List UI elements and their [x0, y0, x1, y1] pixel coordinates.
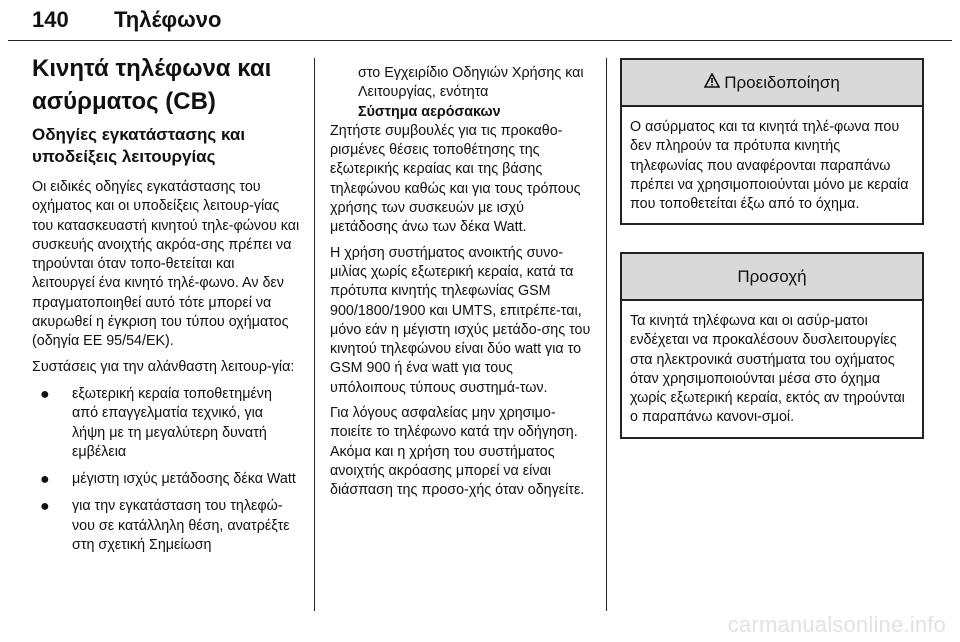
advice-paragraph: Ζητήστε συμβουλές για τις προκαθο-ρισμένες θέσεις τοποθέτησης της εξωτερικής κεραίας και της βάσης τηλεφώνου καθώς και για τους τρόπους χρήσης των συσκευών με ισχύ μετάδοσης άνω των δέκα Watt. — [330, 122, 581, 236]
column-divider-2 — [606, 58, 607, 611]
recommendations-paragraph: Συστάσεις για την αλάνθαστη λειτουρ-γία: — [32, 358, 295, 375]
recommendations-list — [32, 385, 300, 555]
header-rule — [8, 40, 952, 41]
caution-title: Προσοχή — [737, 266, 807, 286]
section-heading: Κινητά τηλέφωνα και ασύρματος (CB) — [32, 55, 272, 115]
bullet-icon: ● — [40, 385, 50, 403]
bullet-icon: ● — [40, 471, 50, 489]
column-2 — [330, 52, 592, 501]
intro-paragraph: Οι ειδικές οδηγίες εγκατάστασης του οχήματος και οι υποδείξεις λειτουρ-γίας του κατασκευαστή κινητού τηλε-φώνου και συσκευής ανοιχτής ακρόα-σης πρέπει να τηρούνται όταν τοπο-θετείται και λειτουργεί ένα κινητό τηλέ-φωνο. Αν δεν πραγματοποιηθεί αυτό τότε μπορεί να ακυρωθεί η έγκριση του τύπου οχήματος (οδηγία EE 95/54/EK). — [32, 179, 300, 350]
caution-text: Τα κινητά τηλέφωνα και οι ασύρ-ματοι ενδέχεται να προκαλέσουν δυσλειτουργίες στα ηλεκτρονικά συστήματα του οχήματος όταν χρησιμοποιούνται μέσα στο όχημα χωρίς εξωτερική κεραία, εκτός αν τηρούνται ο παραπάνω κανονι-σμοί. — [630, 313, 905, 426]
list-item: ● εξωτερική κεραία τοποθετημένη από επαγγελματία τεχνικό, για λήψη με τη μεγαλύτερη δυνατή εμβέλεια — [40, 385, 272, 460]
safety-paragraph: Για λόγους ασφαλείας μην χρησιμο-ποιείτε το τηλέφωνο κατά την οδήγηση. Ακόμα και η χρήση του συστήματος ανοιχτής ακρόασης μπορεί να είναι διάσπαση της προσο-χής όταν οδηγείτε. — [330, 405, 585, 499]
list-item: ● για την εγκατάσταση του τηλεφώ-νου σε κατάλληλη θέση, ανατρέξτε στη σχετική Σημείωση — [40, 498, 290, 554]
page-title: Τηλέφωνο — [114, 7, 222, 32]
section-subheading: Οδηγίες εγκατάστασης και υποδείξεις λειτουργίας — [32, 125, 246, 166]
warning-box — [620, 58, 924, 225]
page-header — [32, 2, 928, 38]
list-item: ● μέγιστη ισχύς μετάδοσης δέκα Watt — [40, 471, 296, 489]
column-1 — [32, 52, 300, 563]
warning-title: Προειδοποίηση — [724, 72, 840, 92]
warning-triangle-icon — [704, 73, 720, 93]
warning-text: Ο ασύρματος και τα κινητά τηλέ-φωνα που δεν πληρούν τα πρότυπα κινητής τηλεφωνίας που αναφέρονται παραπάνω πρέπει να χρησιμοποιούνται μόνο με κεραία που τοποθετείται έξω από το όχημα. — [630, 119, 909, 213]
page-number: 140 — [32, 7, 69, 32]
reference-subhead: Σύστημα αερόσακων — [358, 103, 501, 120]
continuation-text: στο Εγχειρίδιο Οδηγιών Χρήσης και Λειτουργίας, ενότητα — [358, 65, 584, 101]
column-divider-1 — [314, 58, 315, 611]
watermark: carmanualsonline.info — [727, 612, 946, 637]
caution-box — [620, 252, 924, 439]
handsfree-paragraph: Η χρήση συστήματος ανοικτής συνο-μιλίας χωρίς εξωτερική κεραία, κατά τα πρότυπα κινητής τηλεφωνίας GSM 900/1800/1900 και UMTS, επιτρέπε-ται, μόνο εάν η μέγιστη ισχύς μετάδο-σης του κινητού τηλεφώνου είναι δύο watt για το GSM 900 ή ένα watt για τους υπόλοιπους τύπους συστημά-των. — [330, 244, 591, 396]
caution-header — [622, 254, 922, 301]
bullet-icon: ● — [40, 498, 50, 516]
warning-header — [622, 60, 922, 107]
